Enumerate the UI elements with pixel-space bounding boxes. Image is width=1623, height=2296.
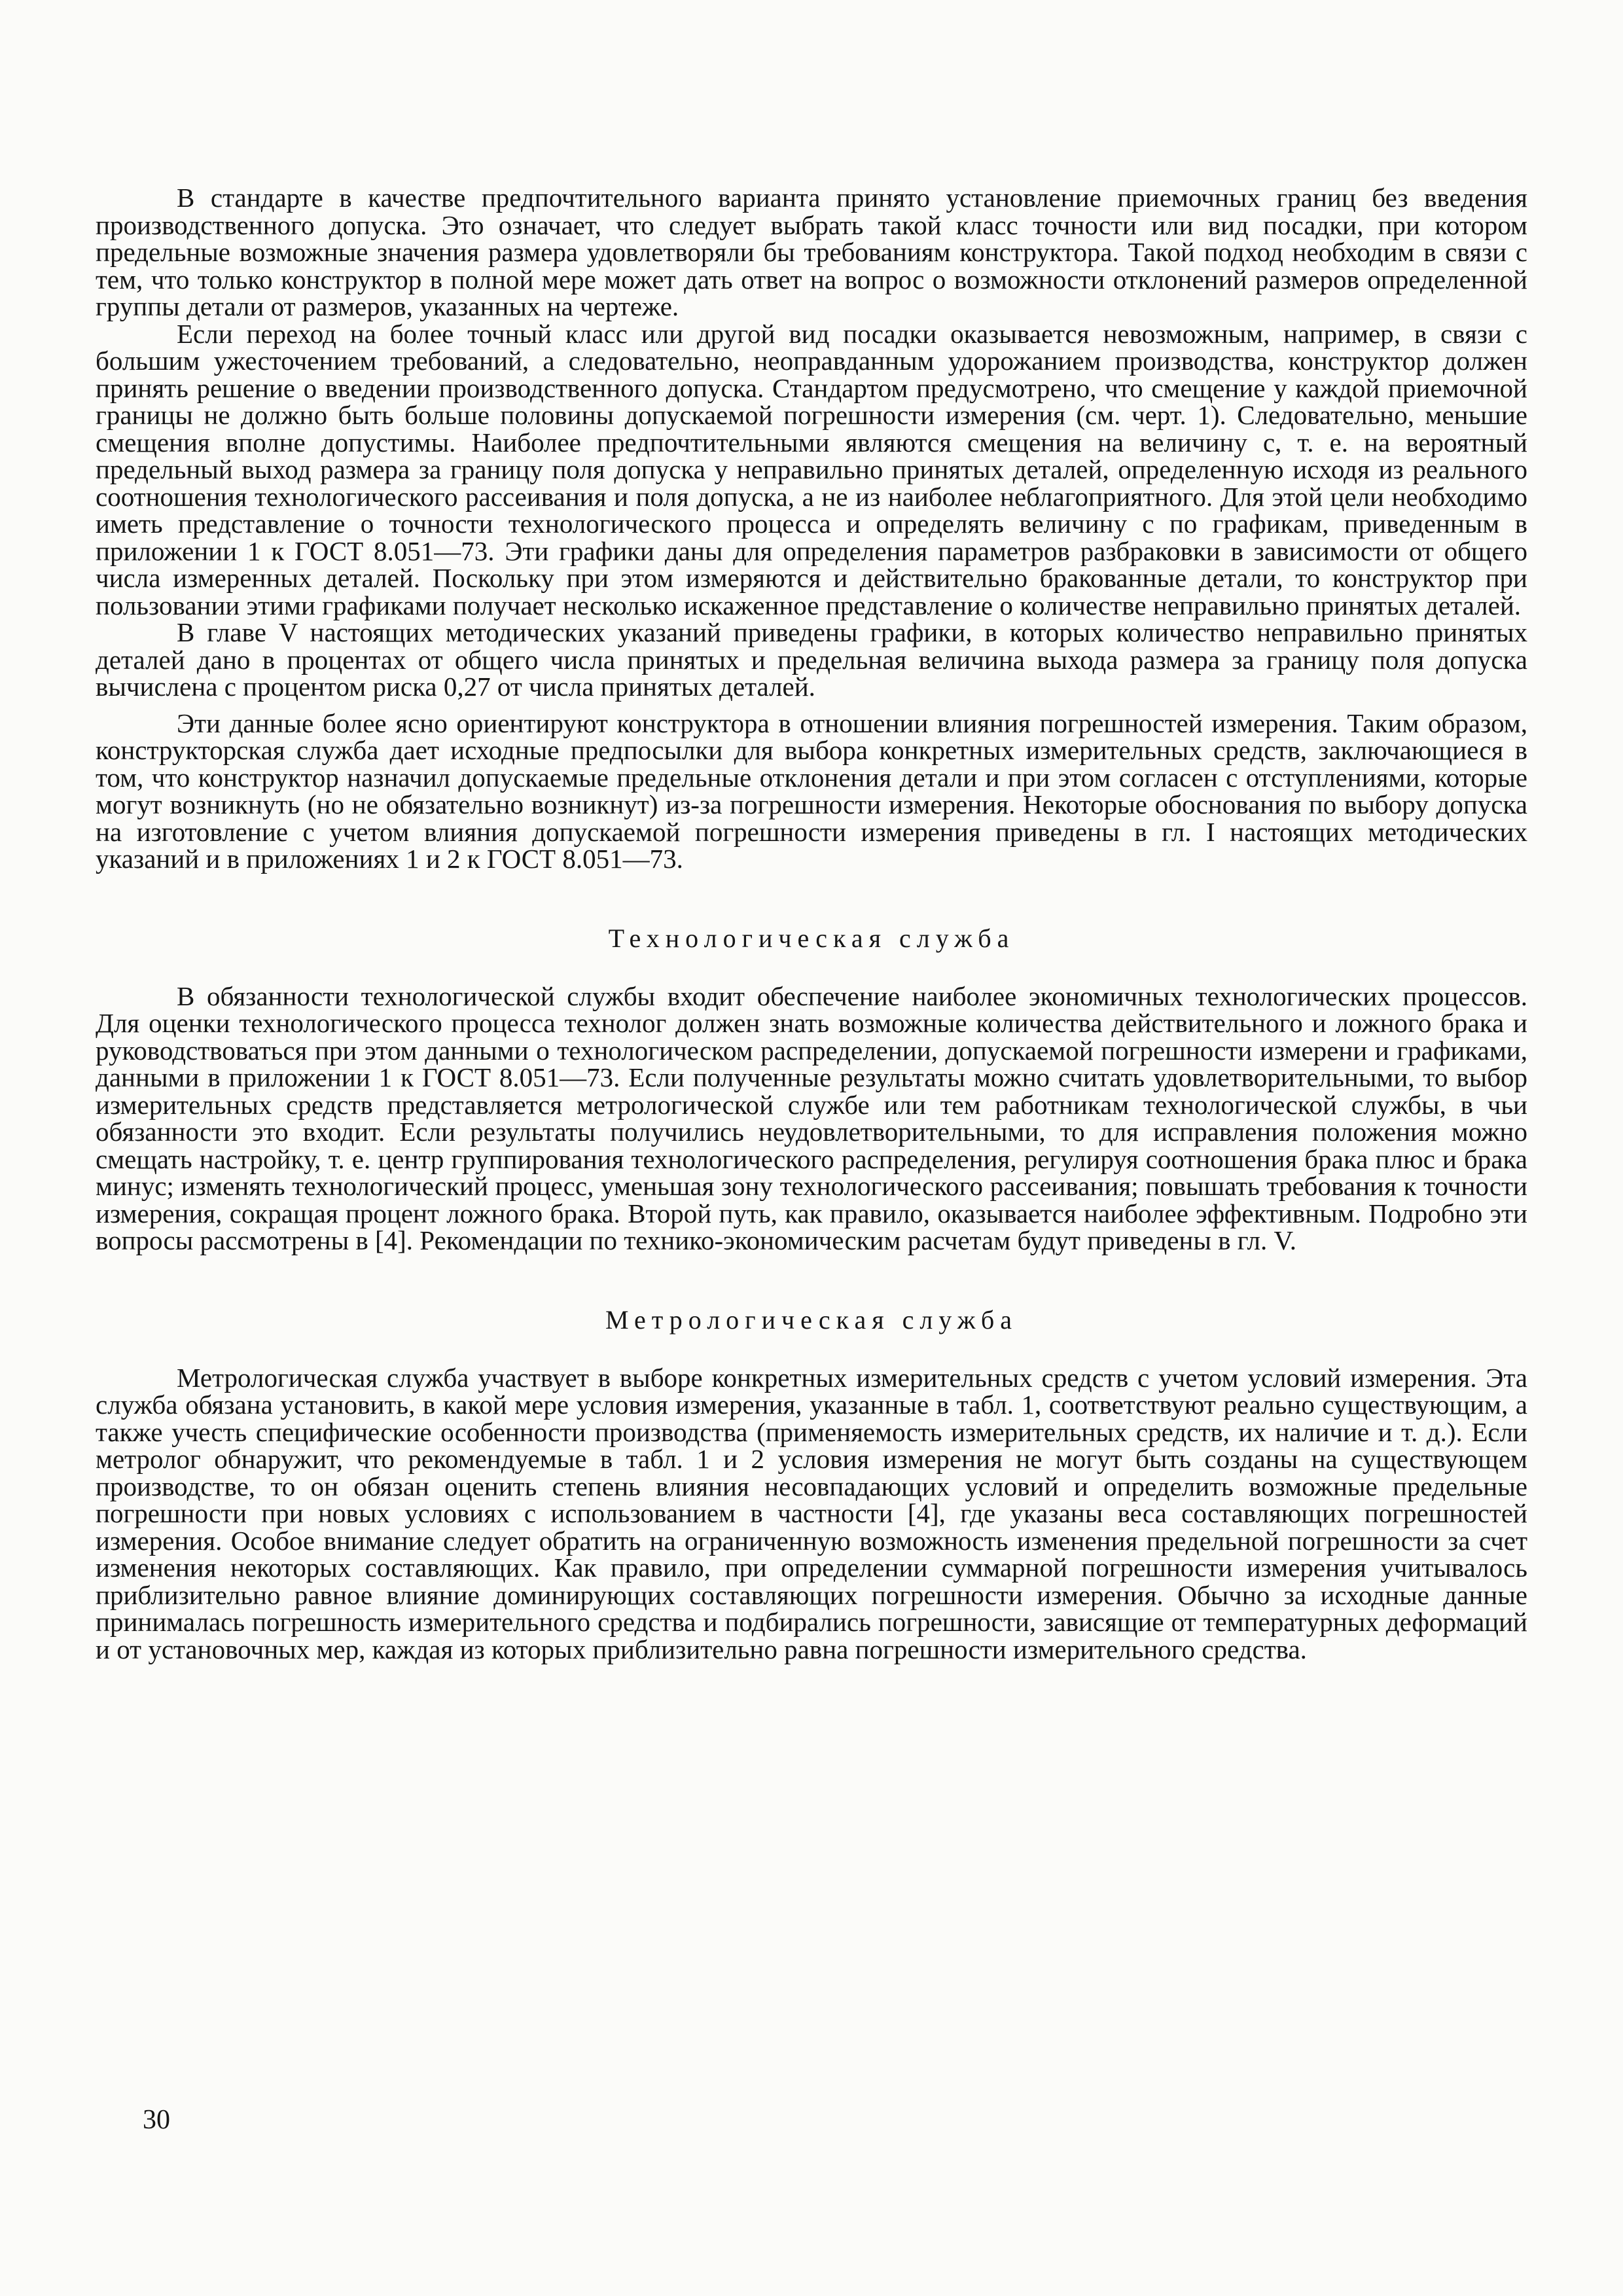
paragraph-intro-1: В стандарте в качестве предпочтительного варианта принято установление приемочных границ без введения производственного допуска. Это означает, что следует выбрать такой класс точности или вид посадки, при котором предельные возможные значения размера удовлетворяли бы требованиям конструктора. Такой подход необходим в связи с тем, что только конструктор в полной мере может дать ответ на вопрос о возможности отклонений размеров определенной группы детали от размеров, указанных на чертеже. xyxy=(96,183,1527,321)
page-body xyxy=(96,185,1527,1663)
paragraph-intro-2: Если переход на более точный класс или другой вид посадки оказывается невозможным, например, в связи с большим ужесточением требований, а следовательно, неоправданным удорожанием производства, конструктор должен принять решение о введении производственного допуска. Стандартом предусмотрено, что смещение у каждой приемочной границы не должно быть больше половины допускаемой погрешности измерения (см. черт. 1). Следовательно, меньшие смещения вполне допустимы. Наиболее предпочтительными являются смещения на величину с, т. е. на вероятный предельный выход размера за границу поля допуска у неправильно принятых деталей, определенную исходя из реального соотношения технологического рассеивания и поля допуска, а не из наиболее неблагоприятного. Для этой цели необходимо иметь представление о точности технологического процесса и определять величину с по графикам, приведенным в приложении 1 к ГОСТ 8.051—73. Эти графики даны для определения параметров разбраковки в зависимости от общего числа измеренных деталей. Поскольку при этом измеряются и действительно бракованные детали, то конструктор при пользовании этими графиками получает несколько искаженное представление о количестве неправильно принятых деталей. xyxy=(96,318,1527,620)
page-number: 30 xyxy=(143,2105,170,2135)
paragraph-technological-service: В обязанности технологической службы входит обеспечение наиболее экономичных технологических процессов. Для оценки технологического процесса технолог должен знать возможные количества действительного и ложного брака и руководствоваться при этом данными о технологическом распределении, допускаемой погрешности измерени и графиками, данными в приложении 1 к ГОСТ 8.051—73. Если полученные результаты можно считать удовлетворительными, то выбор измерительных средств представляется метрологической службе или тем работникам технологической службы, в чьи обязанности это входит. Если результаты получились неудовлетворительными, то для исправления положения можно смещать настройку, т. е. центр группирования технологического распределения, регулируя соотношения брака плюс и брака минус; изменять технологический процесс, уменьшая зону технологического рассеивания; повышать требования к точности измерения, сокращая процент ложного брака. Второй путь, как правило, оказывается наиболее эффективным. Подробно эти вопросы рассмотрены в [4]. Рекомендации по технико-экономическим расчетам будут приведены в гл. V. xyxy=(96,980,1527,1255)
section-heading-technological: Технологическая служба xyxy=(608,923,1015,953)
paragraph-metrological-service: Метрологическая служба участвует в выборе конкретных измерительных средств с учетом условий измерения. Эта служба обязана установить, в какой мере условия измерения, указанные в табл. 1, соответствуют реально существующим, а также учесть специфические особенности производства (применяемость измерительных средств, их наличие и т. д.). Если метролог обнаружит, что рекомендуемые в табл. 1 и 2 условия измерения не могут быть созданы на существующем производстве, то он обязан оценить степень влияния несовпадающих условий и определить возможные предельные погрешности при новых условиях с использованием в частности [4], где указаны веса составляющих погрешностей измерения. Особое внимание следует обратить на ограниченную возможность изменения предельной погрешности за счет изменения некоторых составляющих. Как правило, при определении суммарной погрешности измерения учитывалось приблизительно равное влияние доминирующих составляющих погрешности измерения. Обычно за исходные данные принималась погрешность измерительного средства и подбирались погрешности, зависящие от температурных деформаций и от установочных мер, каждая из которых приблизительно равна погрешности измерительного средства. xyxy=(96,1362,1527,1664)
paragraph-intro-3: В главе V настоящих методических указаний приведены графики, в которых количество неправильно принятых деталей дано в процентах от общего числа принятых и предельная величина выхода размера за границу поля допуска вычислена с процентом риска 0,27 от числа принятых деталей. xyxy=(96,617,1527,702)
section-heading-metrological: Метрологическая служба xyxy=(605,1304,1018,1335)
paragraph-intro-4: Эти данные более ясно ориентируют конструктора в отношении влияния погрешностей измерения. Таким образом, конструкторская служба дает исходные предпосылки для выбора конкретных измерительных средств, заключающиеся в том, что конструктор назначил допускаемые предельные отклонения детали и при этом согласен с отступлениями, которые могут возникнуть (но не обязательно возникнут) из-за погрешности измерения. Некоторые обоснования по выбору допуска на изготовление с учетом влияния допускаемой погрешности измерения приведены в гл. I настоящих методических указаний и в приложениях 1 и 2 к ГОСТ 8.051—73. xyxy=(96,708,1527,874)
